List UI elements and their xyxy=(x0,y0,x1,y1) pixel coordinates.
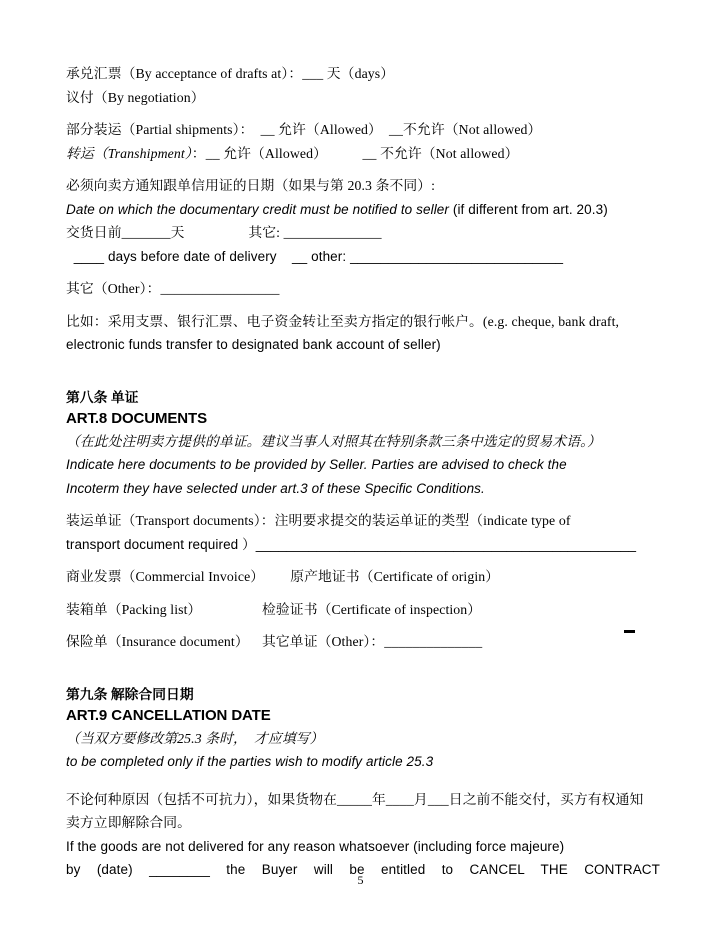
spacer xyxy=(66,556,660,565)
art8-doc-left: 商业发票（Commercial Invoice） xyxy=(66,569,265,584)
art9-note-en: to be completed only if the parties wish to modify article 25.3 xyxy=(66,754,434,769)
art9-body-en-2: by (date) ________ the Buyer will be entitled to CANCEL THE CONTRACT xyxy=(66,862,660,877)
credit-notice-en-tail: (if different from art. 20.3) xyxy=(449,201,608,217)
art9-body-cn-1: 不论何种原因（包括不可抗力），如果货物在_____年____月___日之前不能交付，买方有权通知 xyxy=(66,791,644,807)
spacer xyxy=(66,268,660,277)
partial-shipments-line: 部分装运（Partial shipments）： __ 允许（Allowed） __不允许（Not allowed） xyxy=(66,122,542,137)
art8-transport-line-1: 装运单证（Transport documents）：注明要求提交的装运单证的类型（indicate type of xyxy=(66,513,571,528)
art8-heading-cn: 第八条 单证 xyxy=(66,389,139,405)
payment-acceptance-line: 承兑汇票（By acceptance of drafts at）：___ 天（days） xyxy=(66,66,395,81)
art8-note-cn: （在此处注明卖方提供的单证。建议当事人对照其在特别条款三条中选定的贸易术语。） xyxy=(66,433,602,449)
art8-note-en-1: Indicate here documents to be provided by Seller. Parties are advised to check the xyxy=(66,457,567,472)
credit-notice-en-italic: Date on which the documentary credit must be notified to seller xyxy=(66,201,449,217)
art8-doc-row xyxy=(66,598,660,622)
art9-note-cn: （当双方要修改第25.3 条时， 才应填写） xyxy=(66,730,324,746)
art9-body-cn-2: 卖方立即解除合同。 xyxy=(66,815,192,830)
spacer xyxy=(66,165,660,174)
stray-dash-mark xyxy=(624,630,635,633)
spacer xyxy=(66,589,660,598)
art8-doc-left: 保险单（Insurance document） xyxy=(66,634,249,649)
credit-days-cn: 交货日前_______天 其它: ______________ xyxy=(66,225,382,240)
art8-note-en-2: Incoterm they have selected under art.3 of these Specific Conditions. xyxy=(66,480,485,496)
art8-doc-left: 装箱单（Packing list） xyxy=(66,601,202,617)
credit-notice-en xyxy=(66,198,660,222)
transhipment-label-en: （Transhipment） xyxy=(93,145,192,161)
spacer xyxy=(66,301,660,310)
spacer xyxy=(66,774,660,788)
payment-example-cn: 比如：采用支票、银行汇票、电子资金转让至卖方指定的银行帐户。(e.g. cheque, bank draft, xyxy=(66,313,620,329)
transhipment-options: ：__ 允许（Allowed） __ 不允许（Not allowed） xyxy=(191,145,519,161)
art9-heading-cn: 第九条 解除合同日期 xyxy=(66,686,194,702)
document-body xyxy=(66,62,660,882)
credit-days-en: ____ days before date of delivery __ other: ____________________________ xyxy=(66,248,564,264)
spacer xyxy=(66,621,660,630)
payment-negotiation-line: 议付（By negotiation） xyxy=(66,89,205,105)
art9-body-en-1: If the goods are not delivered for any reason whatsoever (including force majeure) xyxy=(66,838,565,854)
payment-example-en: electronic funds transfer to designated bank account of seller) xyxy=(66,337,441,352)
art8-doc-row xyxy=(66,565,660,589)
credit-notice-cn: 必须向卖方通知跟单信用证的日期（如果与第 20.3 条不同）: xyxy=(66,178,436,193)
art8-doc-right: 原产地证书（Certificate of origin） xyxy=(290,569,500,584)
art9-heading-en: ART.9 CANCELLATION DATE xyxy=(66,706,271,724)
spacer xyxy=(66,500,660,509)
page-number: 5 xyxy=(357,873,364,887)
spacer xyxy=(66,357,660,387)
art8-transport-line-2: transport document required ）__________________________________________________ xyxy=(66,536,637,552)
other-payment-label: 其它（Other）：_________________ xyxy=(66,281,280,296)
transhipment-line xyxy=(66,142,660,166)
art8-doc-row xyxy=(66,630,660,654)
art8-doc-right: 检验证书（Certificate of inspection） xyxy=(262,601,482,617)
transhipment-label-cn: 转运 xyxy=(66,145,94,161)
art8-doc-right: 其它单证（Other）：______________ xyxy=(262,634,483,649)
spacer xyxy=(66,654,660,684)
art8-heading-en: ART.8 DOCUMENTS xyxy=(66,409,208,427)
spacer xyxy=(66,109,660,118)
